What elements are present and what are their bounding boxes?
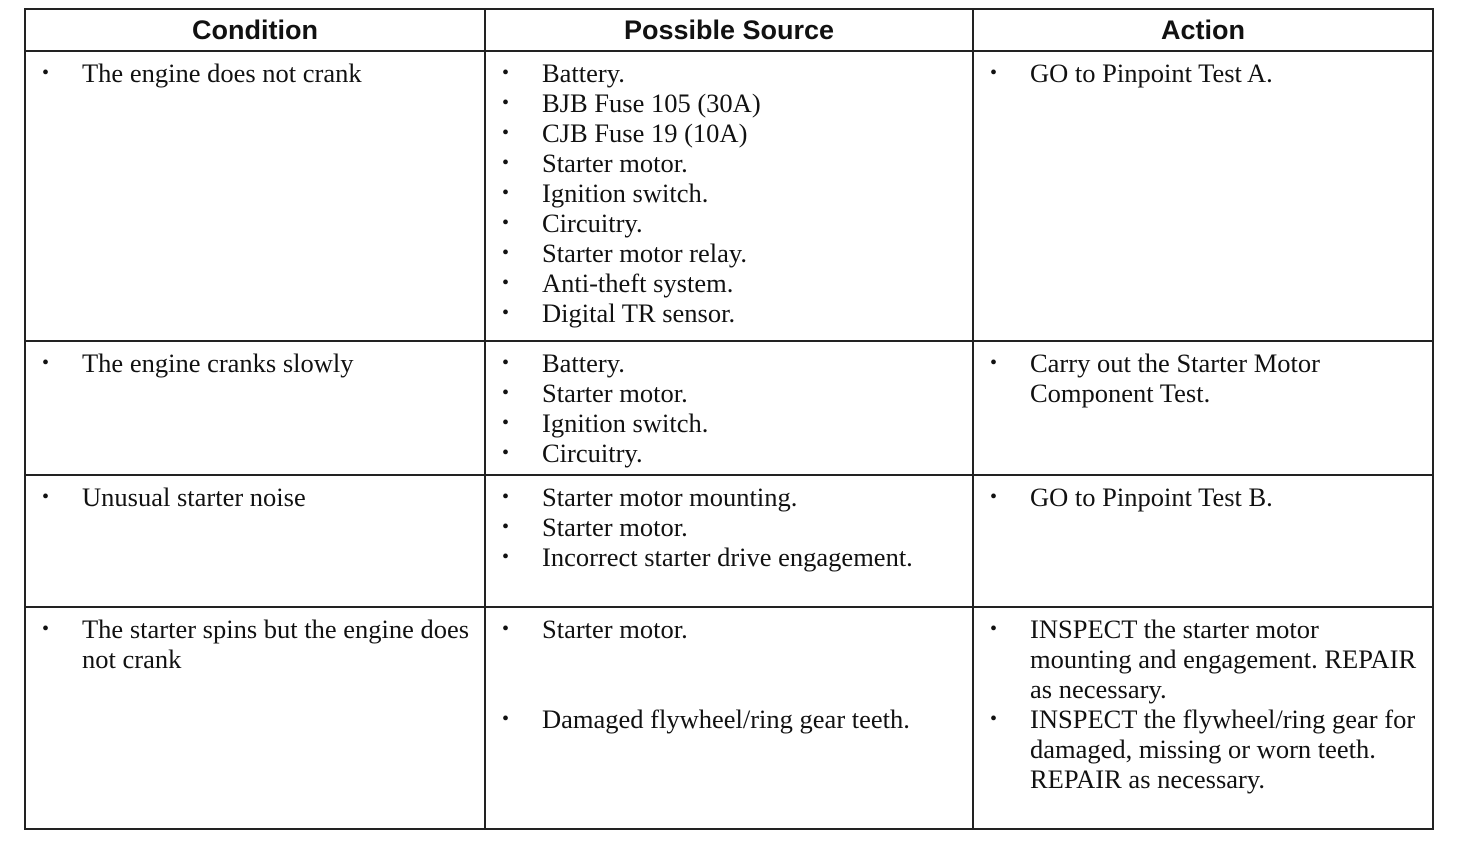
table-row (25, 475, 1433, 607)
table-row (25, 341, 1433, 475)
action-cell (973, 607, 1433, 829)
source-cell (485, 341, 973, 475)
source-cell (485, 51, 973, 341)
source-cell (485, 475, 973, 607)
condition-cell (25, 51, 485, 341)
source-item: • CJB Fuse 19 (10A) (486, 118, 966, 148)
source-item: • Ignition switch. (486, 408, 966, 438)
source-cell (485, 607, 973, 829)
action-cell (973, 341, 1433, 475)
table-row (25, 607, 1433, 829)
source-item: • Damaged flywheel/ring gear teeth. (486, 704, 966, 734)
source-item: • Battery. (486, 58, 966, 88)
diagnosis-table (24, 8, 1434, 830)
source-item: • BJB Fuse 105 (30A) (486, 88, 966, 118)
header-row (25, 9, 1433, 51)
condition-text: • The engine does not crank (26, 58, 478, 88)
source-item: • Digital TR sensor. (486, 298, 966, 328)
source-item: • Starter motor. (486, 512, 966, 542)
condition-cell (25, 607, 485, 829)
action-item: • GO to Pinpoint Test A. (974, 58, 1426, 88)
condition-text: • The engine cranks slowly (26, 348, 478, 378)
header-action: Action (973, 9, 1433, 51)
header-possible-source: Possible Source (485, 9, 973, 51)
source-item: • Anti-theft system. (486, 268, 966, 298)
condition-cell (25, 341, 485, 475)
condition-cell (25, 475, 485, 607)
source-item: • Starter motor. (486, 378, 966, 408)
source-item: • Incorrect starter drive engagement. (486, 542, 966, 572)
source-item: • Starter motor relay. (486, 238, 966, 268)
source-item: • Starter motor. (486, 148, 966, 178)
action-item: • Carry out the Starter Motor Component Test. (974, 348, 1426, 408)
source-item: • Starter motor. (486, 614, 966, 644)
condition-text: • The starter spins but the engine does not crank (26, 614, 478, 674)
action-item: • INSPECT the starter motor mounting and engagement. REPAIR as necessary. (974, 614, 1426, 704)
source-item: • Circuitry. (486, 208, 966, 238)
condition-text: • Unusual starter noise (26, 482, 478, 512)
action-item: • GO to Pinpoint Test B. (974, 482, 1426, 512)
source-item: • Battery. (486, 348, 966, 378)
action-item: • INSPECT the flywheel/ring gear for damaged, missing or worn teeth. REPAIR as necessary. (974, 704, 1426, 794)
source-item: • Starter motor mounting. (486, 482, 966, 512)
source-item: • Circuitry. (486, 438, 966, 468)
header-condition: Condition (25, 9, 485, 51)
action-cell (973, 51, 1433, 341)
source-item: • Ignition switch. (486, 178, 966, 208)
action-cell (973, 475, 1433, 607)
table-row (25, 51, 1433, 341)
